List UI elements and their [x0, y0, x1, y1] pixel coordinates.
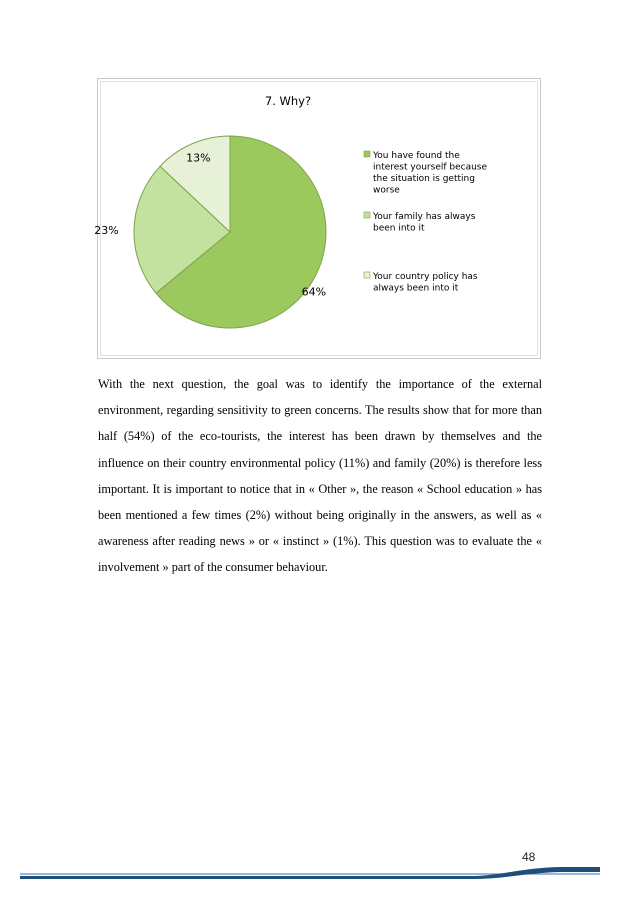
slice-label: 64% — [301, 285, 327, 299]
paragraph-text: With the next question, the goal was to identify the importance of the external environment, regarding sensitivity to green concerns. The results show that for more than half (54%) of the eco-tourists, the interest has been drawn by themselves and the influence on their country environmental policy (11%) and family (20%) is therefore less important. It is important to notice that in « Other », the reason « School education » has been mentioned a few times (2%) without being originally in the answers, as well as « awareness after reading news » or « instinct » (1%). This question was to evaluate the « involvement » part of the consumer behaviour. — [98, 377, 542, 575]
pie-chart — [94, 79, 542, 360]
legend-label: the situation is getting — [373, 174, 475, 184]
chart-title: 7. Why? — [264, 94, 312, 108]
footer-line-dark — [20, 867, 600, 879]
legend-label: Your family has always — [373, 212, 476, 222]
legend-swatch — [364, 272, 370, 278]
legend-label: worse — [373, 185, 400, 196]
footer-bar — [0, 862, 638, 882]
slice-label: 13% — [186, 151, 211, 165]
legend-swatch — [364, 212, 370, 218]
legend-label: You have found the — [373, 151, 460, 161]
slice-label: 23% — [94, 224, 119, 238]
chart-frame — [94, 78, 541, 359]
legend-label: Your country policy has — [373, 272, 478, 282]
legend-label: always been into it — [373, 283, 459, 294]
legend-swatch — [364, 151, 370, 157]
legend-label: been into it — [373, 223, 425, 234]
body-paragraph — [98, 371, 542, 581]
legend-label: interest yourself because — [373, 162, 488, 173]
page-number: 48 — [522, 850, 536, 864]
